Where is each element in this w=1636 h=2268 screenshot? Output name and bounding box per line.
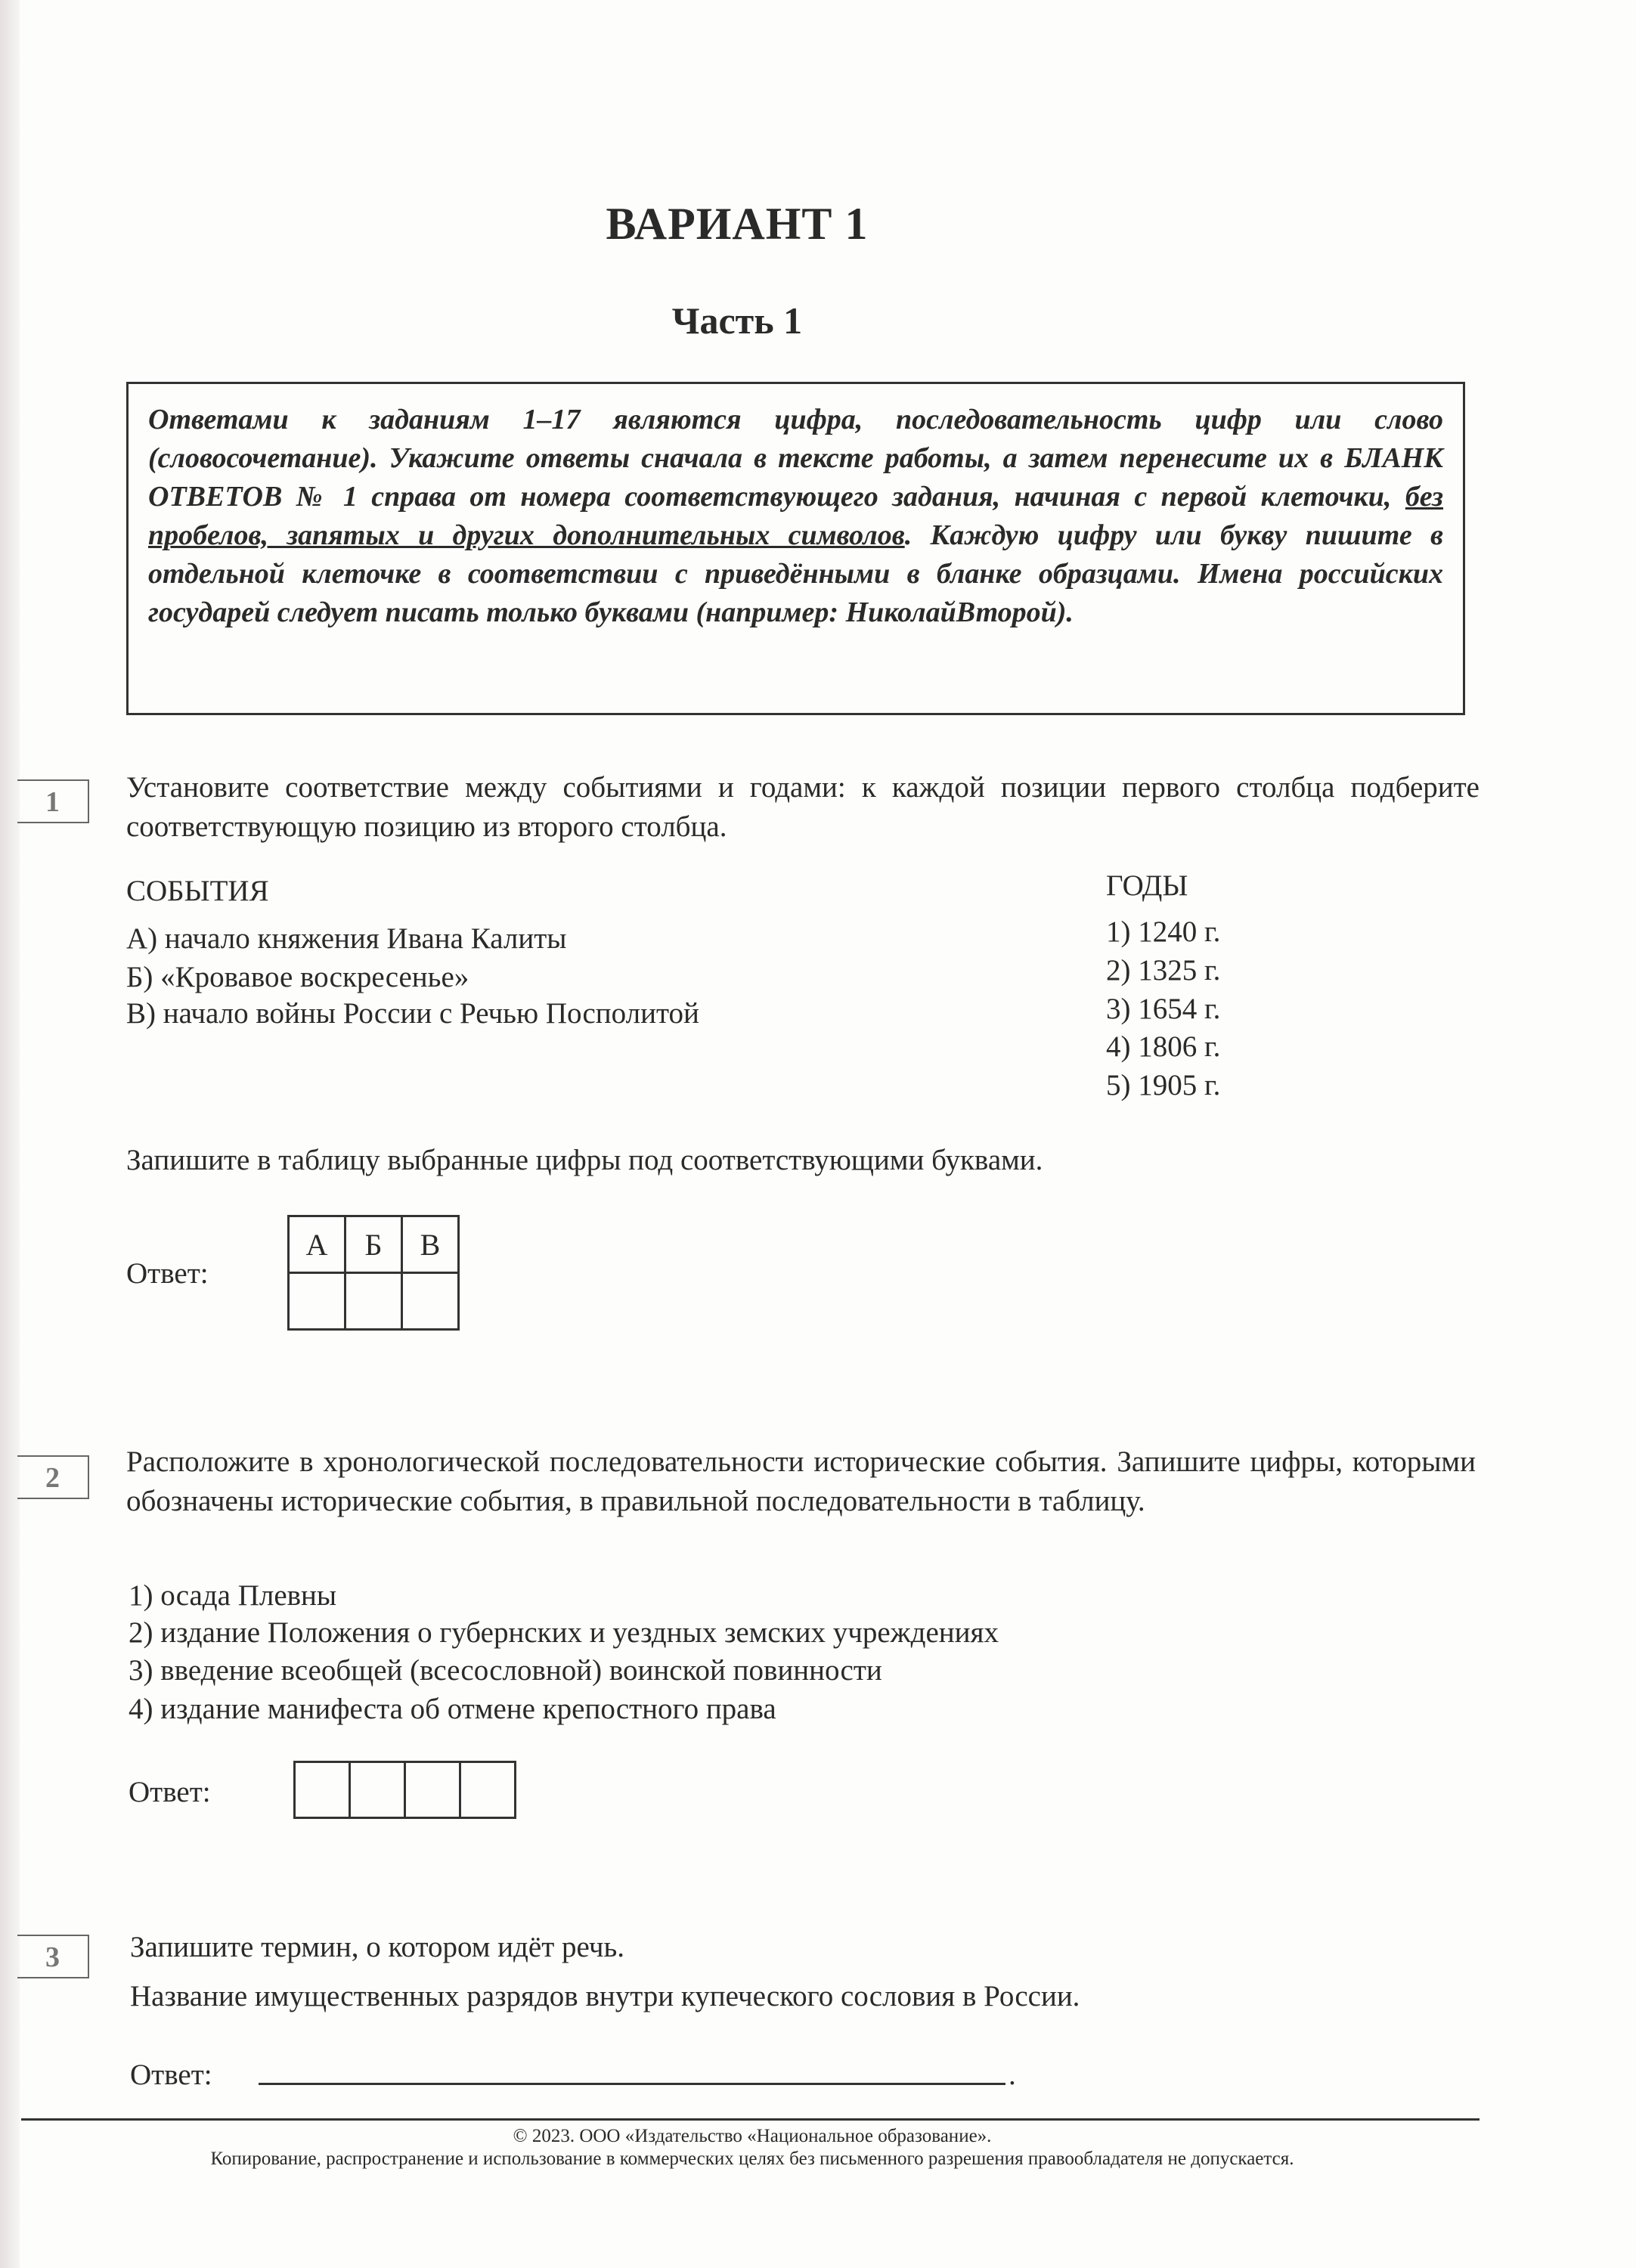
task1-prompt: Установите соответствие между событиями и годами: к каждой позиции первого столбца подберите соответствующую позицию из второго столбца.: [126, 771, 1480, 843]
table-instruction: Запишите в таблицу выбранные цифры под соответствующими буквами.: [126, 1144, 1043, 1176]
task2-prompt: Расположите в хронологической последовательности исторические события. Запишите цифры, которыми обозначены исторические события, в правильной последовательности в таблицу.: [126, 1445, 1476, 1517]
answer-cell[interactable]: [295, 1762, 350, 1818]
answer-cell[interactable]: [460, 1762, 516, 1818]
answer-cell[interactable]: [402, 1273, 459, 1330]
event-item: 1) осада Плевны: [129, 1579, 337, 1612]
instructions-text-end: . Каждую цифру или букву пишите в отдельной клеточке в соответствии с приведёнными в бланке образцами. Имена российских государей следует писать только буквами (например: НиколайВторой).: [148, 519, 1443, 628]
answer-label: Ответ:: [130, 2059, 212, 2091]
variant-title: ВАРИАНТ 1: [606, 199, 869, 249]
year-item: 3) 1654 г.: [1106, 993, 1221, 1025]
answer-cell[interactable]: [345, 1273, 402, 1330]
instructions-underlined: без пробелов, запятых и других дополнительных символов: [148, 481, 1443, 551]
task3-question: Название имущественных разрядов внутри купеческого сословия в России.: [130, 1980, 1080, 2012]
task-number-2: 2: [17, 1455, 89, 1499]
footer-notice: Копирование, распространение и использование в коммерческих целях без письменного разрешения правообладателя не допускается.: [210, 2149, 1294, 2169]
event-item: 2) издание Положения о губернских и уездных земских учреждениях: [129, 1616, 999, 1649]
event-item: 4) издание манифеста об отмене крепостного права: [129, 1693, 776, 1725]
event-item: А) начало княжения Ивана Калиты: [126, 922, 567, 955]
column-header-b: Б: [345, 1216, 402, 1273]
footer-divider: [21, 2118, 1480, 2121]
footer-copyright: © 2023. ООО «Издательство «Национальное образование».: [513, 2126, 992, 2146]
instructions-box: [126, 382, 1465, 715]
event-item: 3) введение всеобщей (всесословной) воинской повинности: [129, 1654, 882, 1687]
answer-line[interactable]: [259, 2083, 1005, 2085]
years-header: ГОДЫ: [1106, 869, 1188, 902]
instructions-text: Ответами к заданиям 1–17 являются цифра, последовательность цифр или слово (словосочетание). Укажите ответы сначала в тексте работы, а затем перенесите их в БЛАНК ОТВЕТОВ № 1 справа от номера соответствующего задания, начиная с первой клеточки,: [148, 404, 1443, 513]
column-header-v: В: [402, 1216, 459, 1273]
events-header: СОБЫТИЯ: [126, 875, 269, 907]
year-item: 1) 1240 г.: [1106, 916, 1221, 948]
answer-cell[interactable]: [405, 1762, 460, 1818]
answer-label: Ответ:: [126, 1257, 209, 1290]
year-item: 4) 1806 г.: [1106, 1030, 1221, 1063]
year-item: 5) 1905 г.: [1106, 1069, 1221, 1101]
part-title: Часть 1: [671, 299, 803, 342]
answer-end: .: [1009, 2059, 1016, 2091]
event-item: Б) «Кровавое воскресенье»: [126, 961, 469, 993]
task-number-3: 3: [17, 1935, 89, 1978]
year-item: 2) 1325 г.: [1106, 954, 1221, 987]
answer-label: Ответ:: [129, 1776, 211, 1808]
task-number-1: 1: [17, 779, 89, 823]
answer-cell[interactable]: [289, 1273, 345, 1330]
task3-prompt: Запишите термин, о котором идёт речь.: [130, 1931, 624, 1963]
task1-answer-table: [287, 1215, 460, 1331]
answer-cell[interactable]: [350, 1762, 405, 1818]
task2-answer-table: [293, 1761, 516, 1819]
column-header-a: А: [289, 1216, 345, 1273]
event-item: В) начало войны России с Речью Посполитой: [126, 997, 699, 1030]
